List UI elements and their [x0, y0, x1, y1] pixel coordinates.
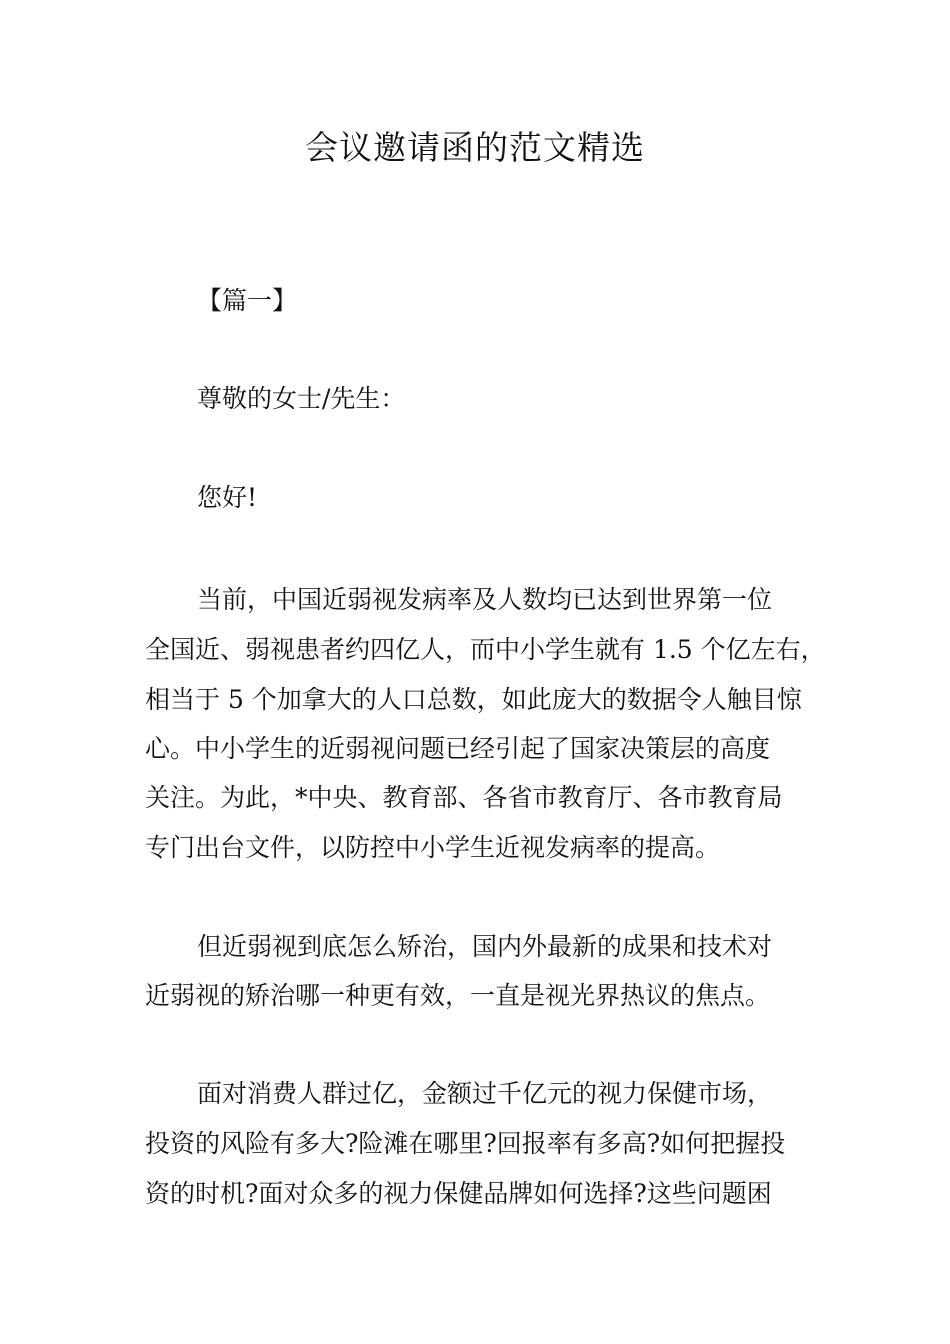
paragraph-2-line-2: 近弱视的矫治哪一种更有效，一直是视光界热议的焦点。	[145, 981, 771, 1010]
salutation: 尊敬的女士/先生：	[197, 384, 406, 413]
paragraph-1-line-3: 相当于 5 个加拿大的人口总数，如此庞大的数据令人触目惊	[145, 685, 802, 714]
document-title: 会议邀请函的范文精选	[305, 128, 645, 167]
paragraph-1-line-4: 心。中小学生的近弱视问题已经引起了国家决策层的高度	[145, 734, 771, 763]
paragraph-3-line-1: 面对消费人群过亿，金额过千亿元的视力保健市场，	[197, 1079, 773, 1108]
paragraph-1-line-1: 当前，中国近弱视发病率及人数均已达到世界第一位	[197, 585, 773, 614]
paragraph-1-line-2: 全国近、弱视患者约四亿人，而中小学生就有 1.5 个亿左右，	[145, 635, 826, 664]
paragraph-3-line-2: 投资的风险有多大?险滩在哪里?回报率有多高?如何把握投	[145, 1129, 786, 1158]
section-label: 【篇一】	[197, 286, 298, 315]
paragraph-1-line-5: 关注。为此，*中央、教育部、各省市教育厅、各市教育局	[145, 783, 783, 812]
paragraph-3-line-3: 资的时机?面对众多的视力保健品牌如何选择?这些问题困	[145, 1179, 772, 1208]
paragraph-1-line-6: 专门出台文件，以防控中小学生近视发病率的提高。	[145, 833, 721, 862]
greeting: 您好!	[197, 483, 258, 512]
paragraph-2-line-1: 但近弱视到底怎么矫治，国内外最新的成果和技术对	[197, 932, 773, 961]
